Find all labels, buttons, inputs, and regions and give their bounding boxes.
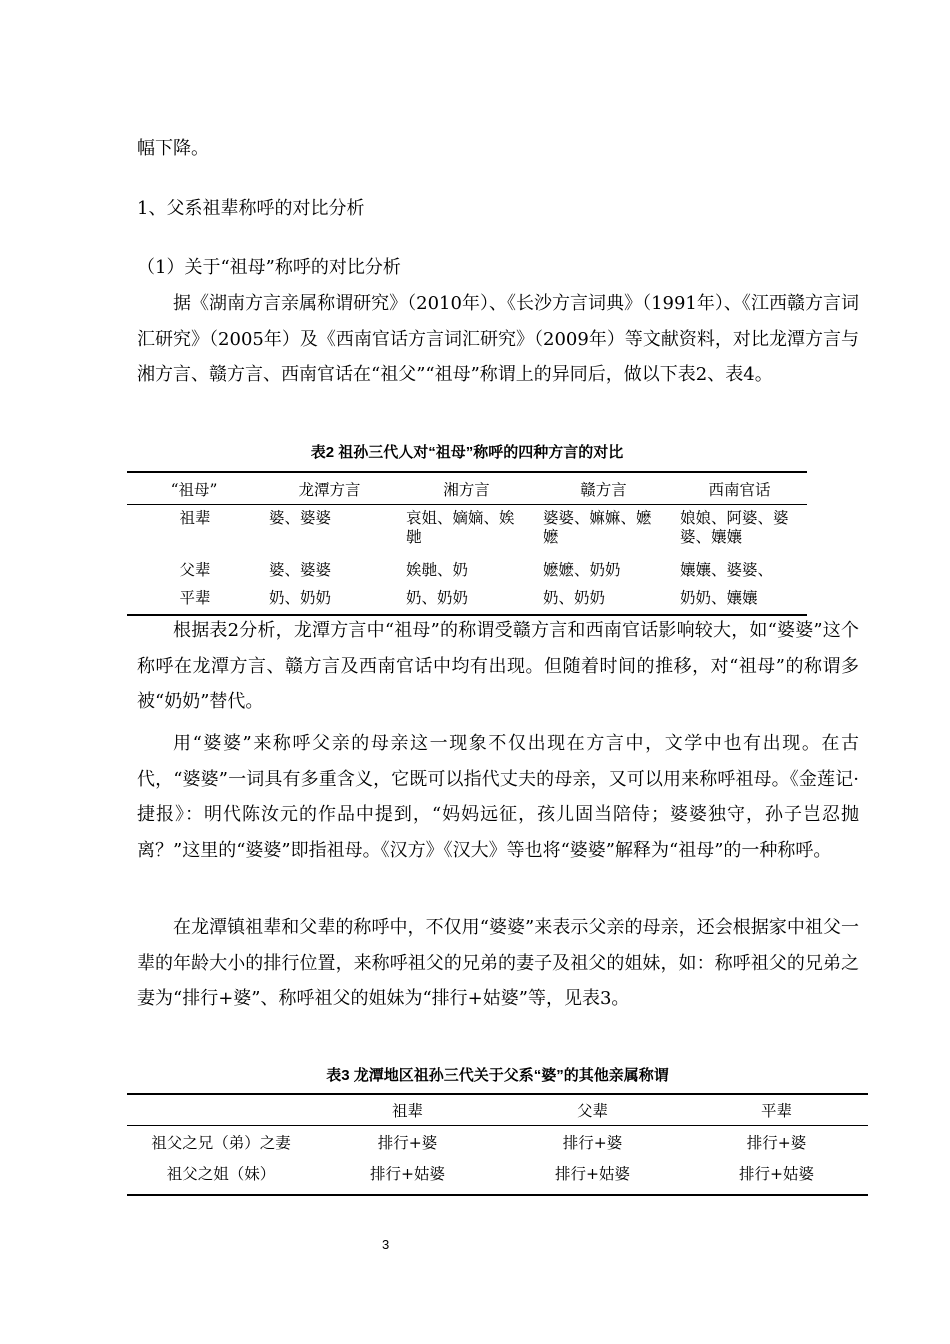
table-header-row: [127, 1094, 868, 1126]
table-row: [127, 1157, 868, 1195]
table3-cell: 排行+姑婆: [315, 1157, 500, 1195]
table2-cell: 娘娘、阿婆、婆婆、孃孃: [680, 509, 789, 546]
table2-cell: 婆、婆婆: [269, 509, 332, 527]
table2-header: 西南官话: [672, 472, 807, 505]
table-row: [127, 505, 807, 557]
paragraph-sources: 据《湖南方言亲属称谓研究》（2010年）、《长沙方言词典》（1991年）、《江西赣方言词汇研究》（2005年）及《西南官话方言词汇研究》（2009年）等文献资料，对比龙潭方言与湘方言、赣方言、西南官话在“祖父”“祖母”称谓上的异同后，做以下表2、表4。: [137, 293, 859, 385]
table2-cell: 哀姐、嫡嫡、娭毑: [406, 509, 515, 546]
table-row: [127, 585, 807, 615]
table3-cell: 排行+姑婆: [500, 1157, 685, 1195]
table2-header: “祖母”: [127, 472, 261, 505]
table2-cell: 嬷嬷、奶奶: [543, 560, 621, 579]
table-header-row: [127, 472, 807, 505]
table3-header: 祖辈: [315, 1094, 500, 1126]
table3: [127, 1093, 868, 1196]
section-heading: 1、父系祖辈称呼的对比分析: [137, 198, 365, 219]
table2-header: 龙潭方言: [261, 472, 398, 505]
table2-cell: 祖辈: [179, 509, 211, 527]
paragraph-analysis: 根据表2分析，龙潭方言中“祖母”的称谓受赣方言和西南官话影响较大，如“婆婆”这个称呼在龙潭方言、赣方言及西南官话中均有出现。但随着时间的推移，对“祖母”的称谓多被“奶奶”替代。: [137, 620, 859, 712]
table3-header: 平辈: [685, 1094, 868, 1126]
table2-cell: 婆婆、嫲嫲、嬷嬷: [543, 509, 652, 546]
table-row: [127, 557, 807, 585]
table-row: [127, 1126, 868, 1158]
paragraph-continuation: 幅下降。: [137, 138, 209, 159]
table2-cell: 父辈: [179, 560, 211, 579]
table2-caption: 表2 祖孙三代人对“祖母”称呼的四种方言的对比: [310, 444, 624, 461]
table3-cell: 排行+姑婆: [685, 1157, 868, 1195]
table2-header: 赣方言: [535, 472, 672, 505]
page-number: 3: [382, 1237, 390, 1252]
table2-cell: 平辈: [127, 585, 261, 615]
table2-cell: 奶奶、孃孃: [672, 585, 807, 615]
paragraph-ranking: 在龙潭镇祖辈和父辈的称呼中，不仅用“婆婆”来表示父亲的母亲，还会根据家中祖父一辈的年龄大小的排行位置，来称呼祖父的兄弟的妻子及祖父的姐妹，如：称呼祖父的兄弟之妻为“排行+婆”、称呼祖父的姐妹为“排行+姑婆”等，见表3。: [137, 917, 859, 1009]
table3-cell: 祖父之兄（弟）之妻: [151, 1133, 291, 1152]
table3-header: [127, 1094, 315, 1126]
table3-cell: 排行+婆: [377, 1133, 438, 1152]
table2-cell: 娭毑、奶: [406, 560, 469, 579]
table2-cell: 孃孃、婆婆、: [680, 560, 774, 579]
paragraph-literature: 用“婆婆”来称呼父亲的母亲这一现象不仅出现在方言中，文学中也有出现。在古代，“婆婆”一词具有多重含义，它既可以指代丈夫的母亲，又可以用来称呼祖母。《金莲记·捷报》：明代陈汝元的作品中提到，“妈妈远征，孩儿固当陪侍；婆婆独守，孙子岂忍抛离？”这里的“婆婆”即指祖母。《汉方》《汉大》等也将“婆婆”解释为“祖母”的一种称呼。: [137, 733, 859, 861]
subsection-heading: （1）关于“祖母”称呼的对比分析: [137, 257, 401, 278]
table2-cell: 婆、婆婆: [269, 560, 332, 579]
table3-cell: 排行+婆: [562, 1133, 623, 1152]
table3-caption: 表3 龙潭地区祖孙三代关于父系“婆”的其他亲属称谓: [326, 1067, 669, 1084]
table2-header: 湘方言: [398, 472, 535, 505]
table2-cell: 奶、奶奶: [398, 585, 535, 615]
table2: [127, 471, 807, 616]
table3-cell: 排行+婆: [746, 1133, 807, 1152]
table2-cell: 奶、奶奶: [535, 585, 672, 615]
table3-header: 父辈: [500, 1094, 685, 1126]
table3-cell: 祖父之姐（妹）: [127, 1157, 315, 1195]
table2-cell: 奶、奶奶: [261, 585, 398, 615]
